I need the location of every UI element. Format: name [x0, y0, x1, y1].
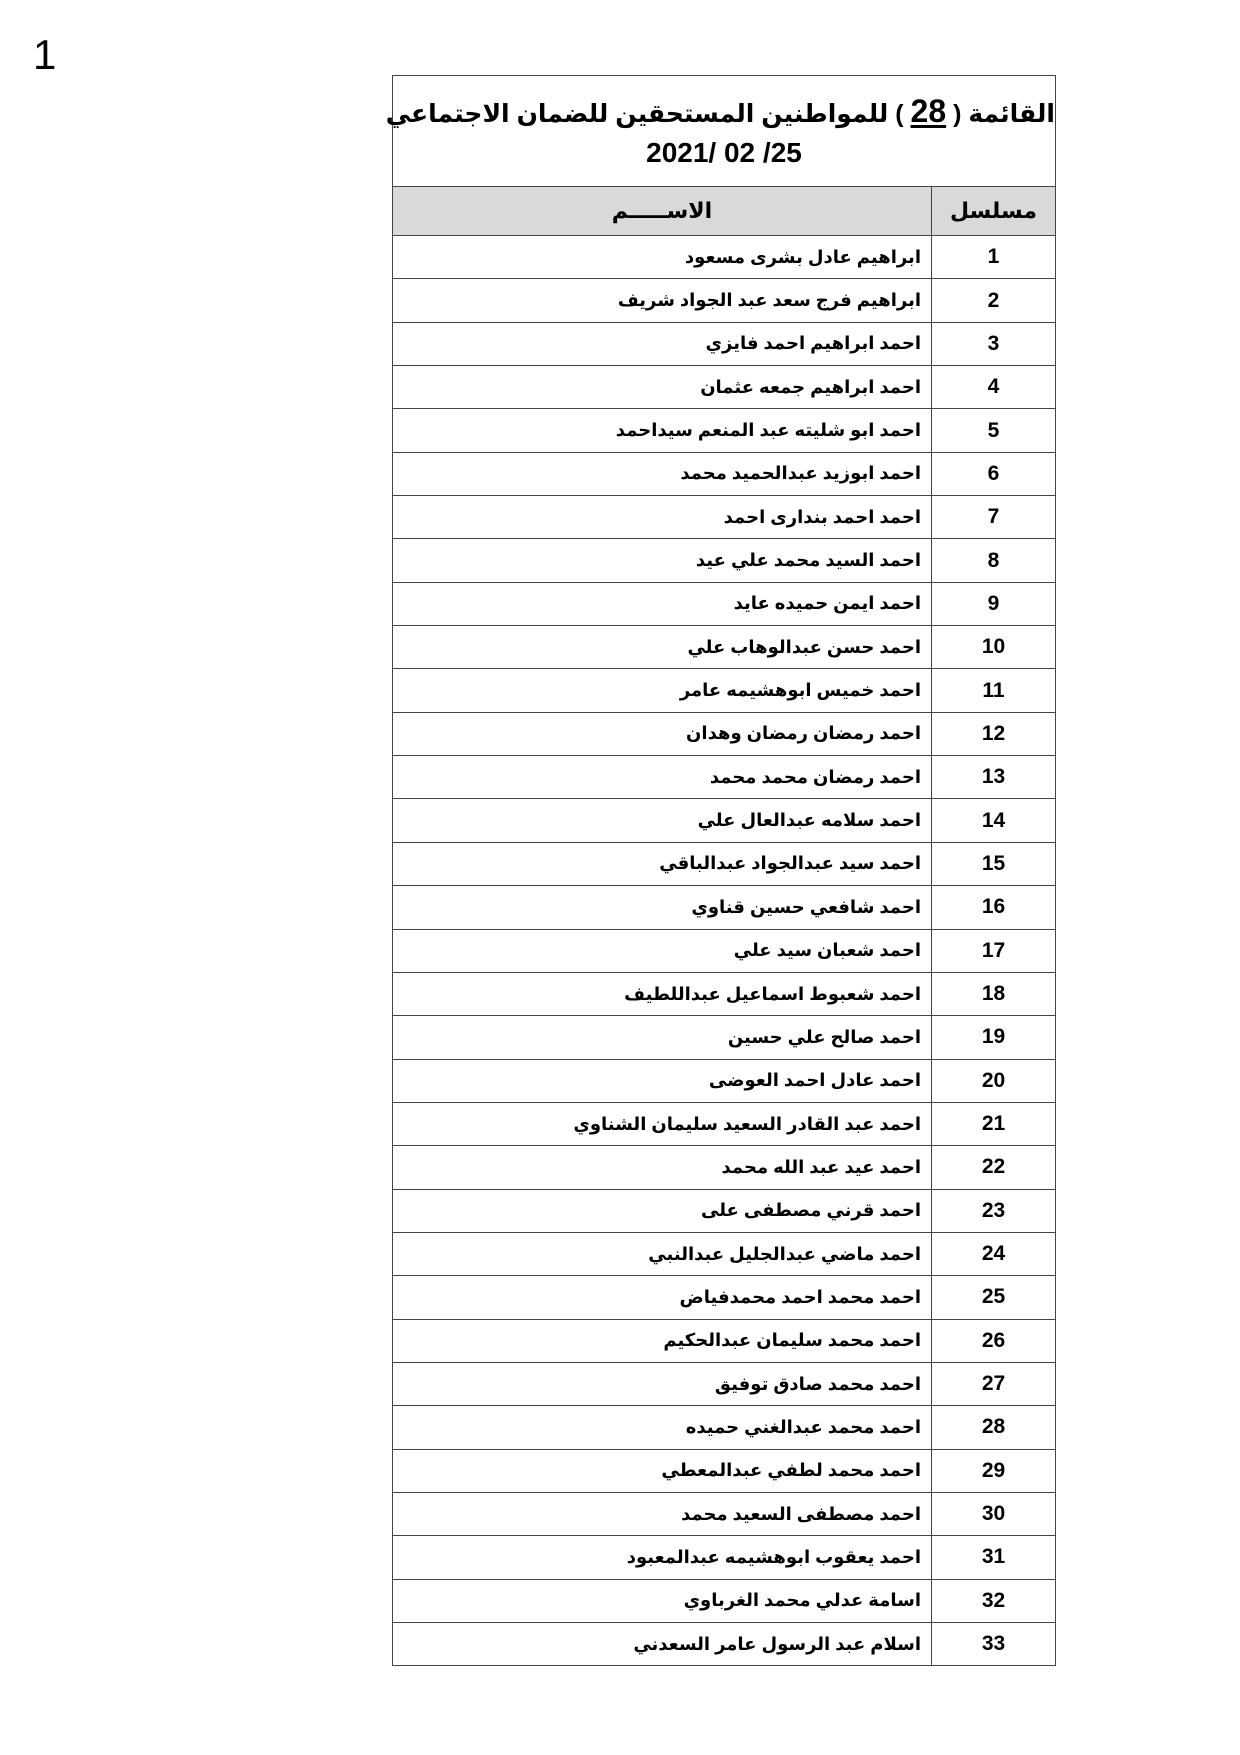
name-column-header: الاســـــم: [611, 198, 713, 223]
name-cell: احمد محمد صادق توفيق: [714, 1373, 921, 1394]
table-row: [393, 1189, 1055, 1232]
name-cell: احمد شعبوط اسماعيل عبداللطيف: [624, 983, 921, 1004]
name-cell: احمد يعقوب ابوهشيمه عبدالمعبود: [626, 1546, 921, 1567]
table-row: [393, 755, 1055, 798]
name-cell: احمد احمد بندارى احمد: [723, 506, 921, 527]
table-row: [393, 885, 1055, 928]
name-cell: احمد ابوزيد عبدالحميد محمد: [680, 463, 921, 484]
serial-column-header: مسلسل: [931, 187, 1055, 235]
name-cell: احمد رمضان رمضان وهدان: [686, 723, 921, 744]
table-row: [393, 1535, 1055, 1578]
name-cell: ابراهيم فرج سعد عبد الجواد شريف: [617, 290, 921, 311]
serial-cell: 24: [931, 1233, 1055, 1275]
serial-cell: 11: [931, 669, 1055, 711]
serial-cell: 28: [931, 1406, 1055, 1448]
serial-cell: 14: [931, 799, 1055, 841]
list-title-prefix: القائمة (: [946, 100, 1055, 128]
table-row: [393, 365, 1055, 408]
name-cell: احمد شعبان سيد علي: [733, 940, 921, 961]
list-title-suffix: ) للمواطنين المستحقين للضمان الاجتماعي: [385, 100, 911, 128]
table-row: [393, 798, 1055, 841]
table-row: [393, 1405, 1055, 1448]
page-number: 1: [33, 31, 57, 78]
name-cell: احمد ماضي عبدالجليل عبدالنبي: [648, 1243, 921, 1264]
table-row: [393, 408, 1055, 451]
serial-cell: 5: [931, 409, 1055, 451]
name-cell: احمد عبد القادر السعيد سليمان الشناوي: [573, 1113, 921, 1134]
name-cell: احمد محمد عبدالغني حميده: [685, 1416, 921, 1437]
name-cell: احمد عيد عبد الله محمد: [721, 1156, 921, 1177]
table-row: [393, 582, 1055, 625]
serial-cell: 29: [931, 1450, 1055, 1492]
table-row: [393, 1579, 1055, 1622]
serial-cell: 25: [931, 1276, 1055, 1318]
name-cell: احمد السيد محمد علي عيد: [695, 550, 921, 571]
name-cell: احمد مصطفى السعيد محمد: [681, 1503, 921, 1524]
serial-cell: 19: [931, 1016, 1055, 1058]
name-cell: احمد حسن عبدالوهاب علي: [687, 636, 921, 657]
table-row: [393, 1059, 1055, 1102]
name-cell: احمد عادل احمد العوضى: [708, 1070, 921, 1091]
table-row: [393, 972, 1055, 1015]
list-title: [385, 92, 1055, 133]
name-cell: احمد محمد سليمان عبدالحكيم: [663, 1330, 921, 1351]
name-cell: احمد محمد لطفي عبدالمعطي: [661, 1460, 921, 1481]
name-cell: احمد شافعي حسين قناوي: [691, 896, 921, 917]
serial-cell: 26: [931, 1320, 1055, 1362]
serial-cell: 30: [931, 1493, 1055, 1535]
table-row: [393, 452, 1055, 495]
name-cell: احمد ابراهيم احمد فايزي: [705, 333, 921, 354]
table-row: [393, 1449, 1055, 1492]
table-row: [393, 1145, 1055, 1188]
serial-cell: 17: [931, 930, 1055, 972]
serial-cell: 10: [931, 626, 1055, 668]
list-date: 2021/ 02 /25: [646, 137, 802, 168]
serial-cell: 22: [931, 1146, 1055, 1188]
table-row: [393, 842, 1055, 885]
name-cell: احمد ابراهيم جمعه عثمان: [700, 376, 921, 397]
table-row: [393, 1275, 1055, 1318]
name-cell: احمد محمد احمد محمدفياض: [679, 1286, 921, 1307]
table-row: [393, 668, 1055, 711]
serial-cell: 13: [931, 756, 1055, 798]
table-row: [393, 929, 1055, 972]
serial-cell: 12: [931, 713, 1055, 755]
serial-cell: 18: [931, 973, 1055, 1015]
table-body: [393, 235, 1055, 1665]
table-row: [393, 1319, 1055, 1362]
name-cell: احمد سيد عبدالجواد عبدالباقي: [659, 853, 921, 874]
list-title-box: [385, 76, 1055, 186]
table-row: [393, 1492, 1055, 1535]
beneficiaries-table: [385, 75, 1056, 1666]
serial-cell: 20: [931, 1060, 1055, 1102]
table-row: [393, 322, 1055, 365]
table-row: [393, 1362, 1055, 1405]
serial-cell: 6: [931, 453, 1055, 495]
table-row: [393, 1622, 1055, 1665]
serial-cell: 27: [931, 1363, 1055, 1405]
name-cell: احمد ابو شليته عبد المنعم سيداحمد: [615, 420, 921, 441]
name-cell: احمد رمضان محمد محمد: [709, 766, 921, 787]
serial-cell: 7: [931, 496, 1055, 538]
serial-cell: 8: [931, 539, 1055, 581]
table-row: [393, 1102, 1055, 1145]
serial-cell: 15: [931, 843, 1055, 885]
table-row: [393, 712, 1055, 755]
serial-cell: 31: [931, 1536, 1055, 1578]
table-row: [393, 1015, 1055, 1058]
serial-cell: 32: [931, 1580, 1055, 1622]
table-row: [393, 625, 1055, 668]
table-row: [393, 1232, 1055, 1275]
serial-cell: 23: [931, 1190, 1055, 1232]
serial-cell: 16: [931, 886, 1055, 928]
name-cell: احمد خميس ابوهشيمه عامر: [679, 680, 921, 701]
name-cell: اسلام عبد الرسول عامر السعدني: [633, 1633, 921, 1654]
name-cell: ابراهيم عادل بشرى مسعود: [684, 246, 921, 267]
table-row: [393, 495, 1055, 538]
table-row: [393, 235, 1055, 278]
table-row: [393, 538, 1055, 581]
serial-cell: 2: [931, 279, 1055, 321]
name-cell: احمد قرني مصطفى على: [701, 1200, 921, 1221]
table-header-row: [393, 186, 1055, 235]
name-cell: اسامة عدلي محمد الغرباوي: [683, 1590, 921, 1611]
name-cell: احمد سلامه عبدالعال علي: [697, 810, 921, 831]
serial-cell: 21: [931, 1103, 1055, 1145]
serial-cell: 9: [931, 583, 1055, 625]
name-cell: احمد ايمن حميده عايد: [733, 593, 921, 614]
serial-cell: 33: [931, 1623, 1055, 1665]
serial-cell: 4: [931, 366, 1055, 408]
serial-cell: 3: [931, 323, 1055, 365]
list-number: 28: [910, 93, 947, 129]
serial-cell: 1: [931, 236, 1055, 278]
table-row: [393, 278, 1055, 321]
name-cell: احمد صالح علي حسين: [727, 1026, 921, 1047]
